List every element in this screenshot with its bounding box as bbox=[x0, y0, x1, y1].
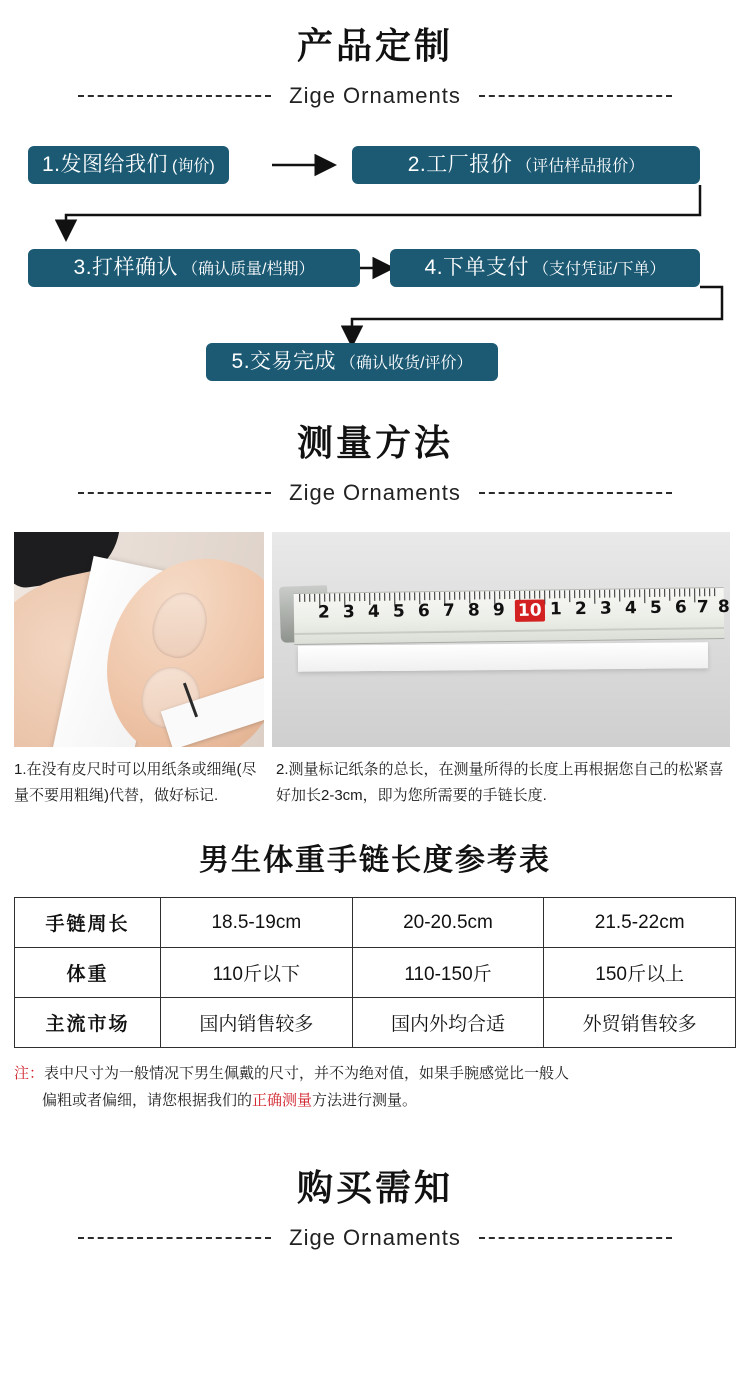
flow-step-3[interactable] bbox=[28, 249, 360, 287]
dashed-divider-right bbox=[479, 95, 672, 97]
measure-captions bbox=[0, 747, 750, 809]
customization-section bbox=[0, 0, 750, 397]
row-header-weight: 体重 bbox=[15, 948, 161, 998]
note-line-2-text-a: 偏粗或者偏细，请您根据我们的 bbox=[42, 1092, 253, 1109]
bracelet-size-table bbox=[14, 897, 736, 1048]
flow-step-2[interactable] bbox=[352, 146, 700, 184]
brand-subtitle-row bbox=[0, 83, 750, 109]
flow-step-1[interactable] bbox=[28, 146, 229, 184]
flow-step-3-note: （确认质量/档期） bbox=[182, 261, 315, 278]
purchase-notice-section bbox=[0, 1160, 750, 1251]
flow-step-2-index: 2. bbox=[407, 153, 427, 176]
process-flow-diagram bbox=[0, 137, 750, 397]
note-line-2-text-b: 方法进行测量。 bbox=[312, 1092, 418, 1109]
cell-market-1: 国内销售较多 bbox=[161, 998, 353, 1048]
cell-circumference-2: 20-20.5cm bbox=[352, 898, 544, 948]
photo-ruler-measuring bbox=[272, 532, 730, 747]
flow-step-1-label: 发图给我们 bbox=[60, 153, 169, 176]
flow-step-4-index: 4. bbox=[424, 256, 444, 279]
flow-step-5-index: 5. bbox=[231, 350, 251, 373]
cell-circumference-1: 18.5-19cm bbox=[161, 898, 353, 948]
cell-weight-1: 110斤以下 bbox=[161, 948, 353, 998]
purchase-title: 购买需知 bbox=[296, 1168, 453, 1209]
photo-hand-marking bbox=[14, 532, 264, 747]
row-header-market: 主流市场 bbox=[15, 998, 161, 1048]
table-row bbox=[15, 898, 736, 948]
measure-brand-name: Zige Ornaments bbox=[289, 480, 461, 505]
flow-step-4-label: 下单支付 bbox=[443, 256, 530, 279]
flow-step-5-note: （确认收货/评价） bbox=[340, 355, 473, 372]
note-line-1-text: 表中尺寸为一般情况下男生佩戴的尺寸，并不为绝对值，如果手腕感觉比一般人 bbox=[44, 1065, 570, 1082]
dashed-divider-left-3 bbox=[78, 1237, 271, 1239]
flow-step-3-label: 打样确认 bbox=[92, 256, 179, 279]
measure-section bbox=[0, 415, 750, 809]
flow-step-5-label: 交易完成 bbox=[250, 350, 337, 373]
flow-step-1-note: (询价) bbox=[172, 158, 215, 175]
purchase-brand-name: Zige Ornaments bbox=[289, 1225, 461, 1250]
flow-step-1-index: 1. bbox=[42, 153, 61, 176]
page-title: 产品定制 bbox=[296, 26, 453, 67]
reference-table-section bbox=[0, 835, 750, 1114]
note-line-2 bbox=[14, 1087, 736, 1114]
purchase-brand-row bbox=[0, 1225, 750, 1251]
flow-step-5[interactable] bbox=[206, 343, 498, 381]
cell-market-3: 外贸销售较多 bbox=[544, 998, 736, 1048]
table-row bbox=[15, 948, 736, 998]
cell-weight-3: 150斤以上 bbox=[544, 948, 736, 998]
measured-paper-strip bbox=[298, 642, 708, 672]
brand-name: Zige Ornaments bbox=[289, 83, 461, 108]
flow-step-2-note: （评估样品报价） bbox=[516, 158, 645, 175]
dashed-divider-right-3 bbox=[479, 1237, 672, 1239]
caption-left: 1.在没有皮尺时可以用纸条或细绳(尽量不要用粗绳)代替，做好标记. bbox=[14, 761, 257, 804]
note-highlight: 正确测量 bbox=[252, 1092, 313, 1109]
measure-brand-row bbox=[0, 480, 750, 506]
measure-photos bbox=[0, 532, 750, 747]
table-title: 男生体重手链长度参考表 bbox=[199, 843, 551, 878]
cell-market-2: 国内外均合适 bbox=[352, 998, 544, 1048]
flow-step-2-label: 工厂报价 bbox=[426, 153, 513, 176]
row-header-circumference: 手链周长 bbox=[15, 898, 161, 948]
note-prefix: 注： bbox=[14, 1065, 45, 1082]
cell-circumference-3: 21.5-22cm bbox=[544, 898, 736, 948]
dashed-divider-left bbox=[78, 95, 271, 97]
dashed-divider-right-2 bbox=[479, 492, 672, 494]
measure-title: 测量方法 bbox=[296, 423, 453, 464]
table-note bbox=[14, 1060, 736, 1114]
flow-step-3-index: 3. bbox=[73, 256, 93, 279]
flow-step-4-note: （支付凭证/下单） bbox=[533, 261, 666, 278]
dashed-divider-left-2 bbox=[78, 492, 271, 494]
note-line-1 bbox=[14, 1060, 736, 1087]
table-row bbox=[15, 998, 736, 1048]
ruler-number-labels: 2 3 4 5 6 7 8 9 10 1 2 3 4 5 6 7 8 bbox=[317, 596, 730, 623]
cell-weight-2: 110-150斤 bbox=[352, 948, 544, 998]
flow-step-4[interactable] bbox=[390, 249, 700, 287]
caption-right: 2.测量标记纸条的总长，在测量所得的长度上再根据您自己的松紧喜好加长2-3cm，即为您所需要的手链长度. bbox=[276, 761, 724, 804]
